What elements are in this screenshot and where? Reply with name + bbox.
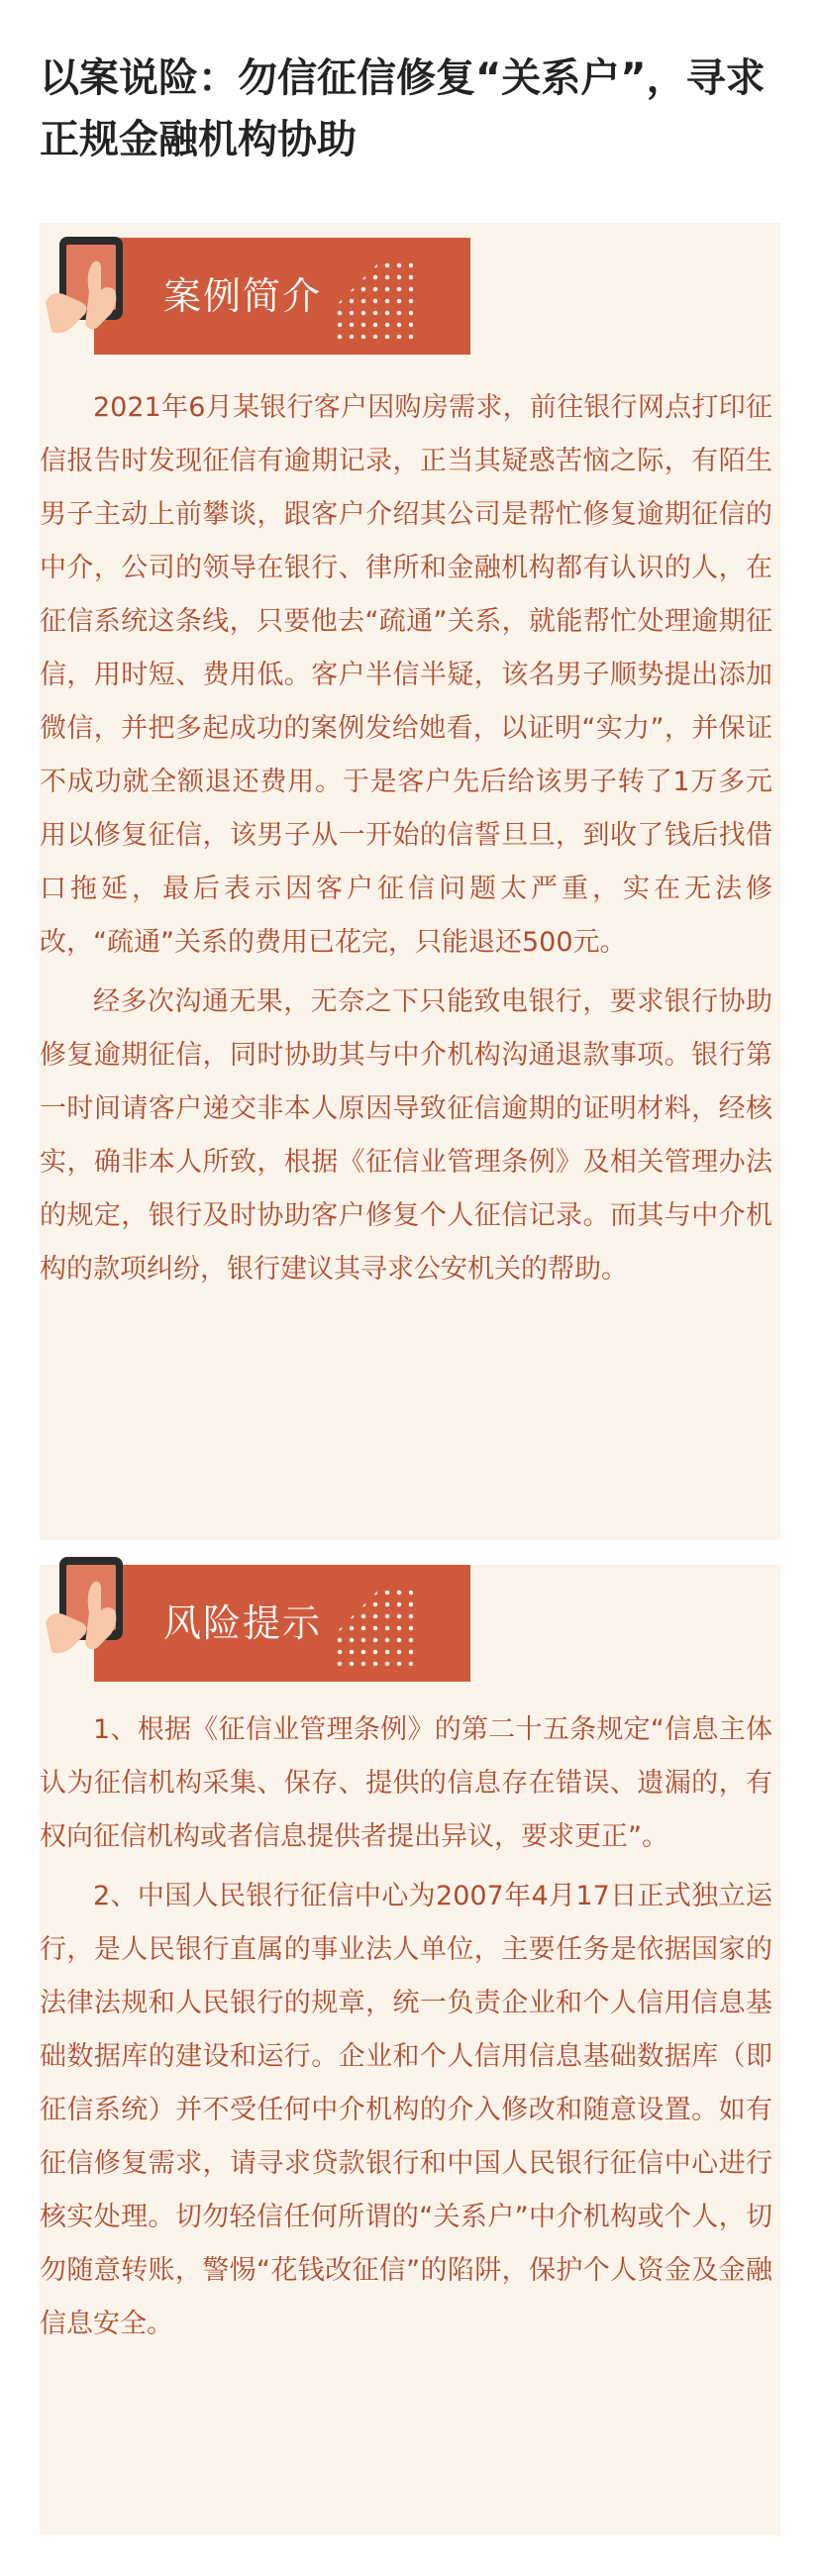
risk-paragraph: 1、根据《征信业管理条例》的第二十五条规定“信息主体认为征信机构采集、保存、提供的信息存在错误、遗漏的，有权向征信机构或者信息提供者提出异议，要求更正”。 <box>40 1714 772 1852</box>
section-header-case <box>94 238 470 355</box>
case-body <box>40 381 772 1302</box>
dot-pattern-decoration <box>334 1587 413 1666</box>
tablet-hand-icon <box>42 233 141 342</box>
risk-paragraph: 2、中国人民银行征信中心为2007年4月17日正式独立运行，是人民银行直属的事业法人单位，主要任务是依据国家的法律法规和人民银行的规章，统一负责企业和个人信用信息基础数据库的建设和运行。企业和个人信用信息基础数据库（即征信系统）并不受任何中介机构的介入修改和随意设置。如有征信修复需求，请寻求贷款银行和中国人民银行征信中心进行核实处理。切勿轻信任何所谓的“关系户”中介机构或个人，切勿随意转账，警惕“花钱改征信”的陷阱，保护个人资金及金融信息安全。 <box>40 1881 772 2339</box>
section-heading-risk: 风险提示 <box>163 1601 323 1645</box>
dot-pattern-decoration <box>334 259 413 339</box>
section-heading-case: 案例简介 <box>163 274 323 318</box>
page-title: 以案说险：勿信征信修复“关系户”，寻求正规金融机构协助 <box>40 55 766 162</box>
case-paragraph: 经多次沟通无果，无奈之下只能致电银行，要求银行协助修复逾期征信，同时协助其与中介机构沟通退款事项。银行第一时间请客户递交非本人原因导致征信逾期的证明材料，经核实，确非本人所致，根据《征信业管理条例》及相关管理办法的规定，银行及时协助客户修复个人征信记录。而其与中介机构的款项纠纷，银行建议其寻求公安机关的帮助。 <box>40 986 772 1285</box>
tablet-hand-icon <box>42 1553 141 1662</box>
case-paragraph: 2021年6月某银行客户因购房需求，前往银行网点打印征信报告时发现征信有逾期记录，正当其疑惑苦恼之际，有陌生男子主动上前攀谈，跟客户介绍其公司是帮忙修复逾期征信的中介，公司的领导在银行、律所和金融机构都有认识的人，在征信系统这条线，只要他去“疏通”关系，就能帮忙处理逾期征信，用时短、费用低。客户半信半疑，该名男子顺势提出添加微信，并把多起成功的案例发给她看，以证明“实力”，并保证不成功就全额退还费用。于是客户先后给该男子转了1万多元用以修复征信，该男子从一开始的信誓旦旦，到收了钱后找借口拖延，最后表示因客户征信问题太严重，实在无法修改，“疏通”关系的费用已花完，只能退还500元。 <box>40 392 772 958</box>
section-header-risk <box>94 1565 470 1682</box>
risk-body <box>40 1703 772 2357</box>
